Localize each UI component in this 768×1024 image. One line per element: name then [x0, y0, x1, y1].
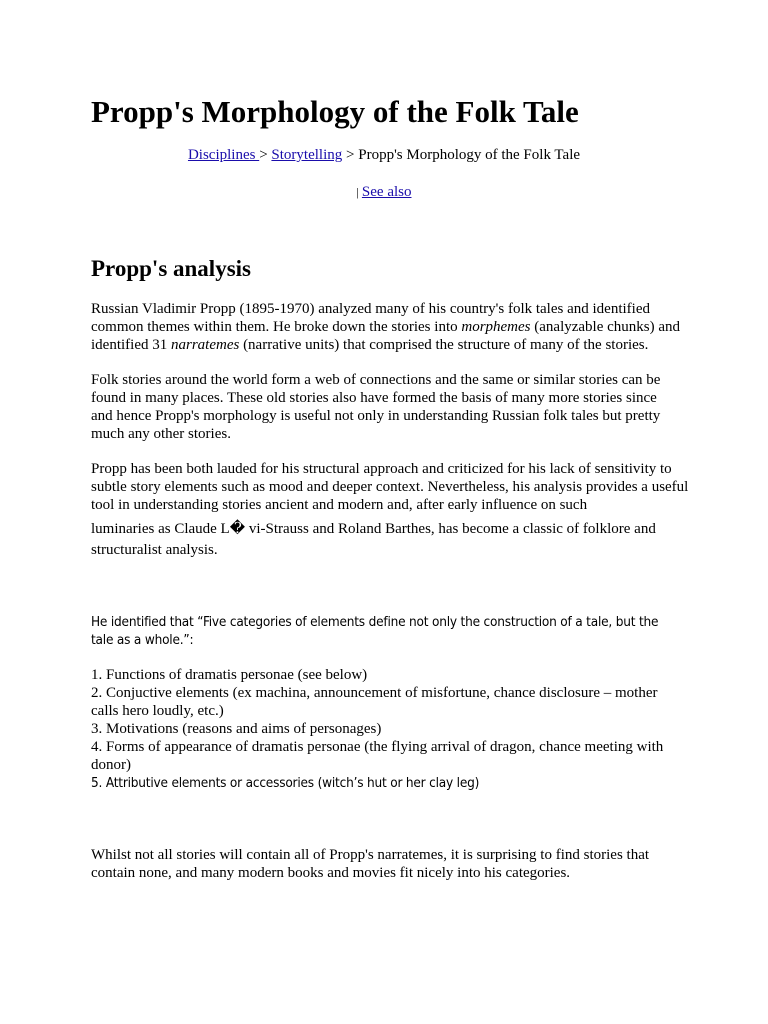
list-item: 5. Attributive elements or accessories (witch’s hut or her clay leg) — [91, 775, 480, 791]
categories-list — [91, 666, 681, 792]
section-heading: Propp's analysis — [91, 256, 251, 281]
paragraph-reception: Propp has been both lauded for his structural approach and criticized for his lack of sensitivity to subtle story elements such as mood and deeper context. Nevertheless, his analysis provides a useful tool in understanding stories ancient and modern and, after early influence on such — [91, 461, 689, 513]
paragraph-analysis — [91, 300, 691, 354]
paragraph-text: (analyzable chunks) and identified 31 — [91, 319, 681, 353]
breadcrumb-current: Propp's Morphology of the Folk Tale — [358, 147, 581, 163]
term-morphemes: morphemes — [461, 319, 531, 335]
see-also-bar — [0, 183, 768, 201]
breadcrumb-separator: > — [259, 147, 272, 163]
paragraph-text: (narrative units) that comprised the structure of many of the stories. — [239, 337, 649, 353]
paragraph-reception-line: structuralist analysis. — [91, 542, 218, 558]
categories-intro: He identified that “Five categories of elements define not only the construction of a tale, but the tale as a whole.”: — [91, 614, 659, 648]
breadcrumb-separator: > — [342, 147, 359, 163]
paragraph-folk-stories: Folk stories around the world form a web of connections and the same or similar stories can be found in many places. These old stories also have formed the basis of many more stories since and hence Propp's morphology is useful not only in understanding Russian folk tales but pretty much any other stories. — [91, 372, 661, 442]
closing-paragraph: Whilst not all stories will contain all of Propp's narratemes, it is surprising to find stories that contain none, and many modern books and movies fit nicely into his categories. — [91, 847, 650, 881]
paragraph-reception-line: luminaries as Claude L� vi-Strauss and Roland Barthes, has become a classic of folklore and — [91, 521, 656, 537]
list-item: 4. Forms of appearance of dramatis personae (the flying arrival of dragon, chance meeting with donor) — [91, 739, 664, 773]
list-item: 3. Motivations (reasons and aims of personages) — [91, 721, 382, 737]
breadcrumb-link-storytelling[interactable]: Storytelling — [271, 147, 343, 163]
page-title: Propp's Morphology of the Folk Tale — [91, 94, 579, 129]
paragraph-text: Russian Vladimir Propp (1895-1970) analyzed many of his country's folk tales and identified common themes within them. He broke down the stories into — [91, 301, 650, 335]
breadcrumb-link-disciplines[interactable]: Disciplines — [187, 147, 260, 163]
list-item: 2. Conjuctive elements (ex machina, announcement of misfortune, chance disclosure – mother calls hero loudly, etc.) — [91, 685, 658, 719]
breadcrumb — [0, 146, 768, 164]
see-also-separator: | — [356, 185, 362, 199]
see-also-link[interactable]: See also — [361, 184, 412, 200]
list-item: 1. Functions of dramatis personae (see below) — [91, 667, 368, 683]
term-narratemes: narratemes — [170, 337, 240, 353]
